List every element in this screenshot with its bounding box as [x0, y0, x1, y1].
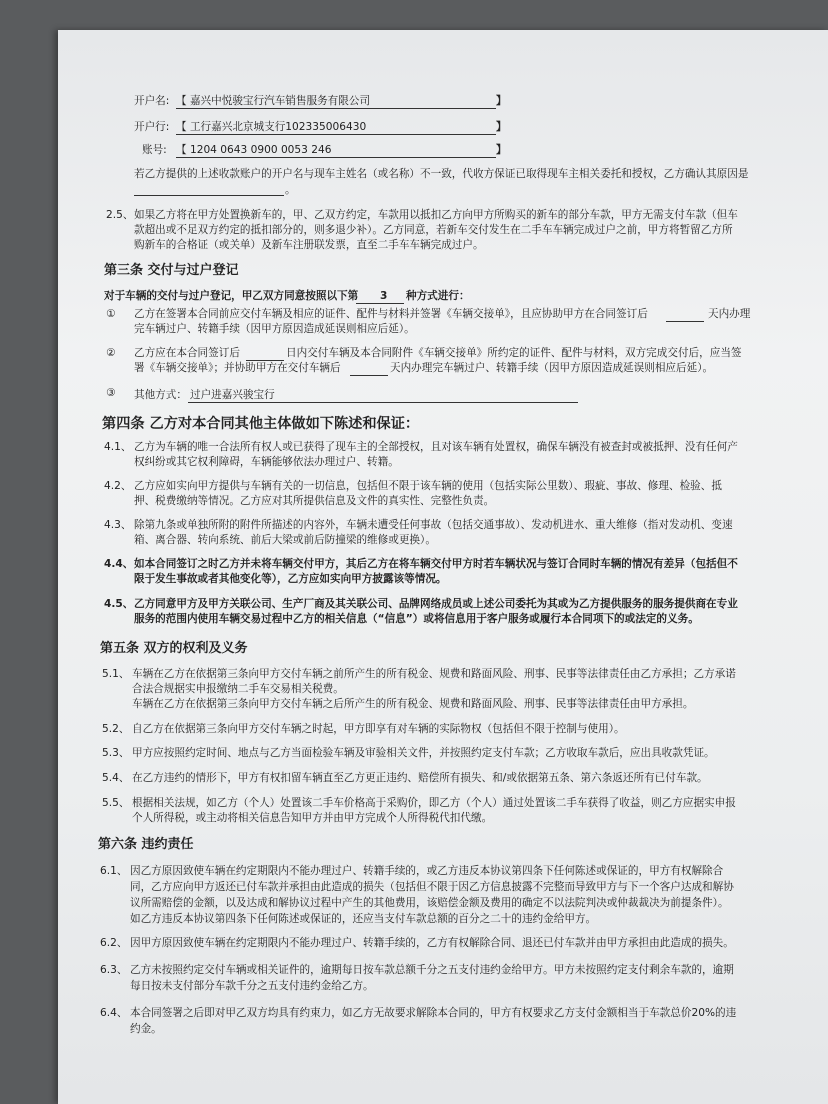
option-3-label: 其他方式：: [134, 389, 187, 401]
article-6-title: 第六条 违约责任: [98, 837, 194, 852]
option-3-underline: [188, 402, 578, 403]
clause-2-5-line-2: 款超出或不足双方约定的抵扣部分的，则多退少补）。乙方同意，若新车交付发生在二手车车辆完成过户之前，甲方将暂留乙方所: [134, 224, 733, 236]
clause-4-2-line-2: 押、税费缴纳等情况。乙方应对其所提供信息及文件的真实性、完整性负责。: [134, 495, 495, 507]
clause-5-1-line-3: 车辆在乙方在依据第三条向甲方交付车辆之后所产生的所有税金、规费和路面风险、刑事、民事等法律责任由甲方承担。: [132, 698, 694, 710]
clause-4-2-line-1: 乙方应如实向甲方提供与车辆有关的一切信息，包括但不限于该车辆的使用（包括实际公里数）、瑕疵、事故、修理、检验、抵: [134, 480, 722, 492]
clause-5-3-number: 5.3、: [102, 747, 130, 759]
option-2-line-1a: 乙方应在本合同签订后: [134, 347, 240, 359]
clause-4-1-number: 4.1、: [104, 441, 132, 453]
clause-5-5-number: 5.5、: [102, 797, 130, 809]
clause-4-5-line-1: 乙方同意甲方及甲方关联公司、生产厂商及其关联公司、品牌网络成员或上述公司委托为其或为乙方提供服务的服务提供商在专业: [134, 598, 738, 610]
option-2-line-1b: 日内交付车辆及本合同附件《车辆交接单》所约定的证件、配件与材料，双方完成交付后，应当签: [286, 347, 742, 359]
clause-6-1-line-3: 议所需赔偿的金额，以及达成和解协议过程中产生的其他费用，该赔偿金额及费用的确定不以法院判决或仲裁裁决为前提条件）。: [130, 897, 729, 909]
clause-4-4-number: 4.4、: [104, 558, 134, 570]
bank-value: 【 工行嘉兴北京城支行102335006430: [176, 121, 367, 133]
option-1-number: ①: [106, 308, 116, 320]
account-holder-value: 【 嘉兴中悦骏宝行汽车销售服务有限公司: [176, 95, 371, 107]
bank-underline: [176, 134, 496, 135]
bracket-close-1: 】: [496, 95, 507, 107]
clause-6-3-line-1: 乙方未按照约定交付车辆或相关证件的，逾期每日按车款总额千分之五支付违约金给甲方。甲方未按照约定支付剩余车款的，逾期: [130, 964, 734, 976]
option-2-line-2a: 署《车辆交接单》；并协助甲方在交付车辆后: [134, 362, 341, 374]
clause-6-4-line-1: 本合同签署之后即对甲乙双方均具有约束力，如乙方无故要求解除本合同的，甲方有权要求乙方支付金额相当于车款总价20%的违: [130, 1007, 737, 1019]
bracket-close-3: 】: [496, 144, 507, 156]
contract-page: [58, 30, 828, 1104]
clause-4-5-number: 4.5、: [104, 598, 134, 610]
clause-5-1-line-1: 车辆在乙方在依据第三条向甲方交付车辆之前所产生的所有税金、规费和路面风险、刑事、民事等法律责任由乙方承担；乙方承诺: [132, 668, 736, 680]
option-1-line-2: 完车辆过户、转籍手续（因甲方原因造成延误则相应后延）。: [134, 323, 415, 335]
bracket-close-2: 】: [496, 121, 507, 133]
article-3-intro-b: 种方式进行：: [406, 290, 470, 302]
clause-5-5-line-2: 个人所得税，或主动将相关信息告知甲方并由甲方完成个人所得税代扣代缴。: [132, 812, 493, 824]
mismatch-reason-blank: [134, 195, 284, 196]
clause-5-2-number: 5.2、: [102, 723, 130, 735]
option-2-days-blank-2: [350, 375, 388, 376]
clause-5-1-line-2: 合法合规据实申报缴纳二手车交易相关税费。: [132, 683, 344, 695]
clause-2-5-number: 2.5、: [106, 209, 134, 221]
clause-4-4-line-1: 如本合同签订之时乙方并未将车辆交付甲方，其后乙方在将车辆交付甲方时若车辆状况与签订合同时车辆的情况有差异（包括但不: [134, 558, 738, 570]
clause-5-2-line-1: 自乙方在依据第三条向甲方交付车辆之时起，甲方即享有对车辆的实际物权（包括但不限于控制与使用）。: [132, 723, 625, 735]
clause-5-4-number: 5.4、: [102, 772, 130, 784]
mismatch-line-2-end: 。: [285, 184, 296, 196]
option-1-days-blank: [666, 321, 704, 322]
clause-4-5-line-2: 服务的范围内使用车辆交易过程中乙方的相关信息（“信息”）或将信息用于客户服务或履行本合同项下的或法定的义务。: [134, 613, 699, 625]
bank-label: 开户行:: [134, 121, 170, 133]
clause-4-3-line-2: 箱、离合器、转向系统、前后大梁或前后防撞梁的维修或更换）。: [134, 534, 436, 546]
clause-6-4-number: 6.4、: [100, 1007, 128, 1019]
article-4-title: 第四条 乙方对本合同其他主体做如下陈述和保证：: [102, 416, 420, 432]
clause-5-3-line-1: 甲方应按照约定时间、地点与乙方当面检验车辆及审验相关文件，并按照约定支付车款；乙方收取车款后，应出具收款凭证。: [132, 747, 715, 759]
clause-4-3-number: 4.3、: [104, 519, 132, 531]
clause-6-2-number: 6.2、: [100, 937, 128, 949]
clause-2-5-line-3: 购新车的合格证（或关单）及新车注册联发票，直至二手车车辆完成过户。: [134, 239, 484, 251]
option-3-number: ③: [106, 387, 116, 399]
clause-2-5-line-1: 如果乙方将在甲方处置换新车的，甲、乙双方约定，车款用以抵扣乙方向甲方所购买的新车的部分车款，甲方无需支付车款（但车: [134, 209, 738, 221]
clause-6-2-line-1: 因甲方原因致使车辆在约定期限内不能办理过户、转籍手续的，乙方有权解除合同、退还已付车款并由甲方承担由此造成的损失。: [130, 937, 734, 949]
clause-6-1-line-1: 因乙方原因致使车辆在约定期限内不能办理过户、转籍手续的，或乙方违反本协议第四条下任何陈述或保证的，甲方有权解除合: [130, 865, 724, 877]
clause-5-4-line-1: 在乙方违约的情形下，甲方有权扣留车辆直至乙方更正违约、赔偿所有损失、和/或依据第五条、第六条返还所有已付车款。: [132, 772, 708, 784]
clause-6-1-line-2: 同，乙方应向甲方返还已付车款并承担由此造成的损失（包括但不限于因乙方信息披露不完整而导致甲方与下一个客户达成和解协: [130, 881, 734, 893]
article-3-choice: 3: [380, 290, 388, 302]
mismatch-line-1: 若乙方提供的上述收款账户的开户名与现车主姓名（或名称）不一致，代收方保证已取得现车主相关委托和授权，乙方确认其原因是: [134, 168, 749, 180]
clause-5-1-number: 5.1、: [102, 668, 130, 680]
account-number-label: 账号:: [142, 144, 167, 156]
clause-4-4-line-2: 限于发生事故或者其他变化等），乙方应如实向甲方披露该等情况。: [134, 573, 447, 585]
option-1-line-1a: 乙方在签署本合同前应交付车辆及相应的证件、配件与材料并签署《车辆交接单》，且应协助甲方在合同签订后: [134, 308, 648, 320]
clause-4-3-line-1: 除第九条或单独所附的附件所描述的内容外，车辆未遭受任何事故（包括交通事故）、发动机进水、重大维修（指对发动机、变速: [134, 519, 733, 531]
clause-4-1-line-1: 乙方为车辆的唯一合法所有权人或已获得了现车主的全部授权，且对该车辆有处置权，确保车辆没有被查封或被抵押、没有任何产: [134, 441, 738, 453]
article-5-title: 第五条 双方的权利及义务: [100, 641, 248, 656]
article-3-title: 第三条 交付与过户登记: [104, 263, 239, 278]
clause-6-3-line-2: 每日按未支付部分车款千分之五支付违约金给乙方。: [130, 980, 374, 992]
clause-6-1-line-4: 如乙方违反本协议第四条下任何陈述或保证的，还应当支付车款总额的百分之二十的违约金给甲方。: [130, 913, 597, 925]
clause-5-5-line-1: 根据相关法规，如乙方（个人）处置该二手车价格高于采购价，即乙方（个人）通过处置该二手车获得了收益，则乙方应据实申报: [132, 797, 736, 809]
clause-4-1-line-2: 权纠纷或其它权利障碍，车辆能够依法办理过户、转籍。: [134, 456, 399, 468]
option-3-value: 过户进嘉兴骏宝行: [190, 389, 275, 401]
account-number-value: 【 1204 0643 0900 0053 246: [176, 144, 332, 156]
account-holder-label: 开户名:: [134, 95, 170, 107]
option-1-line-1b: 天内办理: [708, 308, 751, 320]
clause-4-2-number: 4.2、: [104, 480, 132, 492]
clause-6-4-line-2: 约金。: [130, 1023, 162, 1035]
article-3-intro-a: 对于车辆的交付与过户登记，甲乙双方同意按照以下第: [104, 290, 359, 302]
clause-6-1-number: 6.1、: [100, 865, 128, 877]
option-2-line-2b: 天内办理完车辆过户、转籍手续（因甲方原因造成延误则相应后延）。: [390, 362, 714, 374]
article-3-choice-underline: [356, 303, 404, 304]
clause-6-3-number: 6.3、: [100, 964, 128, 976]
option-2-number: ②: [106, 347, 116, 359]
account-number-underline: [176, 157, 496, 158]
account-holder-underline: [176, 108, 496, 109]
